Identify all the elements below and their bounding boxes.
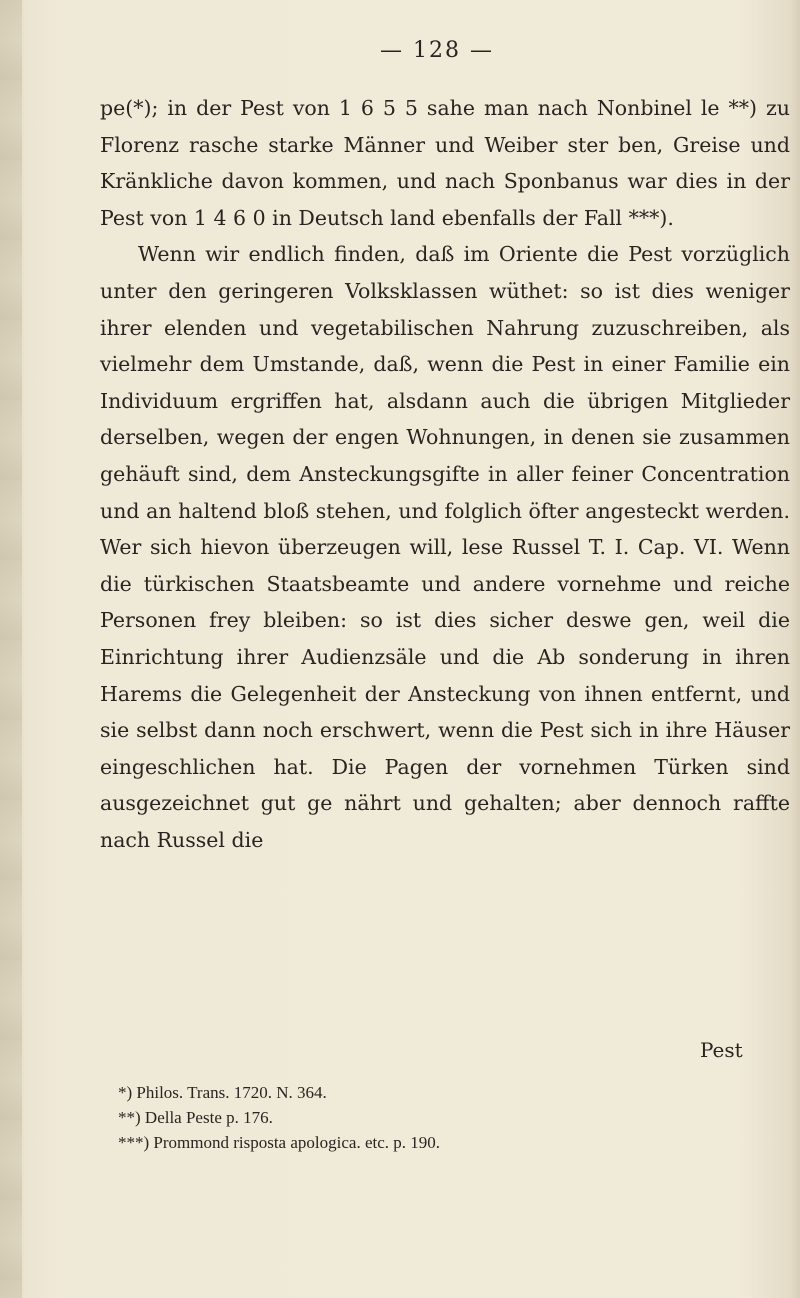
footnotes <box>118 1080 440 1155</box>
paragraph-2: Wenn wir endlich finden, daß im Oriente die Pest vorzüglich unter den geringeren Volksklassen wüthet: so ist dies weniger ihrer elenden und vegetabilischen Nahrung zuzuschreiben, als vielmehr dem Umstande, daß, wenn die Pest in einer Familie ein Individuum ergriffen hat, alsdann auch die übrigen Mitglieder derselben, wegen der engen Wohnungen, in denen sie zusammen gehäuft sind, dem Ansteckungsgifte in aller feiner Concentration und an haltend bloß stehen, und folglich öfter angesteckt werden. Wer sich hievon überzeugen will, lese Russel T. I. Cap. VI. Wenn die türkischen Staatsbeamte und andere vornehme und reiche Personen frey bleiben: so ist dies sicher deswe gen, weil die Einrichtung ihrer Audienzsäle und die Ab sonderung in ihren Harems die Gelegenheit der Ansteckung von ihnen entfernt, und sie selbst dann noch erschwert, wenn die Pest sich in ihre Häuser eingeschlichen hat. Die Pagen der vornehmen Türken sind ausgezeichnet gut ge nährt und gehalten; aber dennoch raffte nach Russel die <box>100 242 790 852</box>
footnote-1: *) Philos. Trans. 1720. N. 364. <box>118 1083 327 1102</box>
page-header: — 128 — <box>380 38 494 63</box>
footnote-2: **) Della Peste p. 176. <box>118 1108 273 1127</box>
catchword: Pest <box>700 1038 743 1062</box>
paragraph-1: pe(*); in der Pest von 1 6 5 5 sahe man nach Nonbinel le **) zu Florenz rasche starke Männer und Weiber ster ben, Greise und Kränkliche davon kommen, und nach Sponbanus war dies in der Pest von 1 4 6 0 in Deutsch land ebenfalls der Fall ***). <box>100 96 790 230</box>
page-binding-edge <box>0 0 22 1298</box>
footnote-3: ***) Prommond risposta apologica. etc. p. 190. <box>118 1133 441 1152</box>
body-text <box>100 90 790 858</box>
